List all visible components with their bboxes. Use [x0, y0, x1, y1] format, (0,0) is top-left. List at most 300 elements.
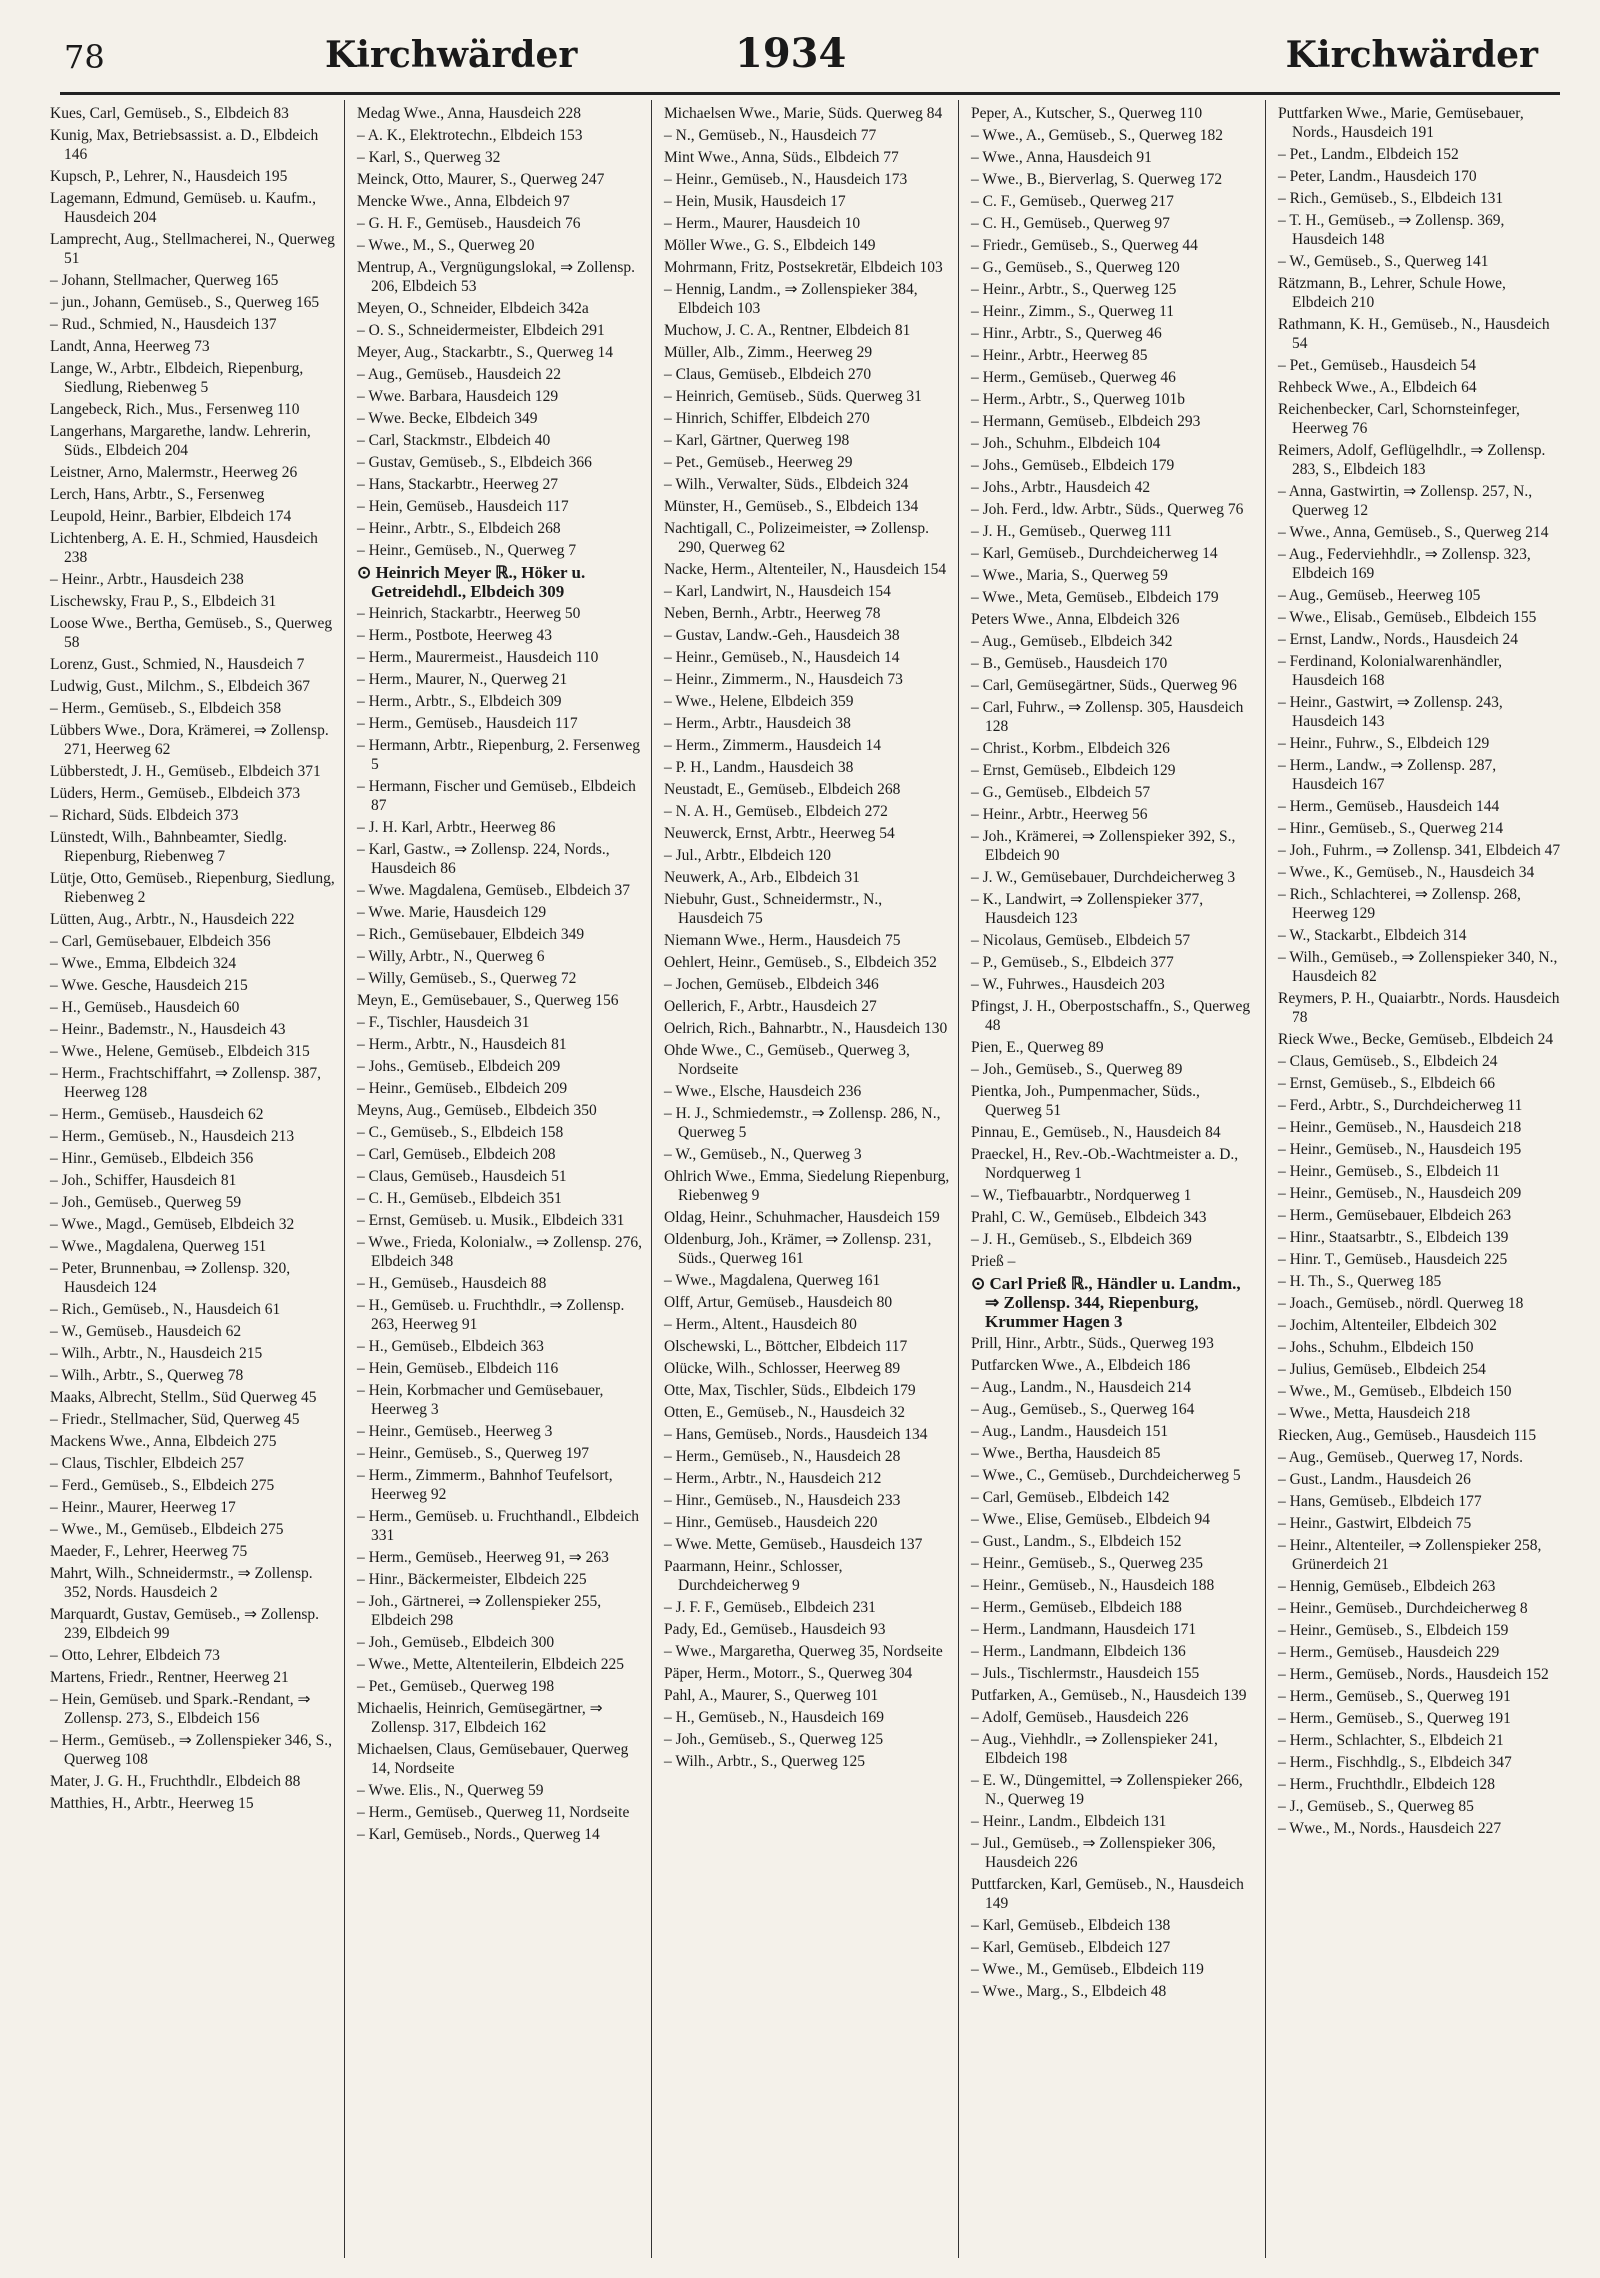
directory-entry: Puttfarken Wwe., Marie, Gemüsebauer, Nords., Hausdeich 191 [1278, 105, 1524, 141]
directory-entry: – J. H. Karl, Arbtr., Heerweg 86 [357, 819, 556, 836]
directory-entry: – Herm., Zimmerm., Hausdeich 14 [664, 737, 881, 754]
directory-entry: Müller, Alb., Zimm., Heerweg 29 [664, 344, 873, 361]
directory-entry: – Wwe., Helene, Gemüseb., Elbdeich 315 [50, 1043, 310, 1060]
directory-entry: – J. H., Gemüseb., Querweg 111 [971, 523, 1173, 540]
directory-entry: Landt, Anna, Heerweg 73 [50, 338, 210, 355]
directory-entry: Nacke, Herm., Altenteiler, N., Hausdeich 154 [664, 561, 947, 578]
directory-entry: – Heinr., Gemüseb., Durchdeicherweg 8 [1278, 1600, 1528, 1617]
directory-entry: – Otto, Lehrer, Elbdeich 73 [50, 1647, 220, 1664]
directory-entry: Oehlert, Heinr., Gemüseb., S., Elbdeich 352 [664, 954, 937, 971]
directory-entry: – Herm., Gemüseb., ⇒ Zollenspieker 346, S., Querweg 108 [50, 1732, 333, 1768]
directory-entry: – O. S., Schneidermeister, Elbdeich 291 [357, 322, 605, 339]
directory-entry: – Hinr., Staatsarbtr., S., Elbdeich 139 [1278, 1229, 1509, 1246]
directory-entry: Rehbeck Wwe., A., Elbdeich 64 [1278, 379, 1477, 396]
directory-entry: – Heinr., Arbtr., Hausdeich 238 [50, 571, 244, 588]
directory-entry: – Hinr., Bäckermeister, Elbdeich 225 [357, 1571, 587, 1588]
directory-entry: Medag Wwe., Anna, Hausdeich 228 [357, 105, 581, 122]
directory-entry: Meyns, Aug., Gemüseb., Elbdeich 350 [357, 1102, 597, 1119]
directory-entry: Riecken, Aug., Gemüseb., Hausdeich 115 [1278, 1427, 1537, 1444]
directory-entry: Lüders, Herm., Gemüseb., Elbdeich 373 [50, 785, 301, 802]
directory-entry: – H., Gemüseb., Hausdeich 60 [50, 999, 240, 1016]
directory-entry: – Heinr., Gemüseb., N., Querweg 7 [357, 542, 577, 559]
directory-entry: Münster, H., Gemüseb., S., Elbdeich 134 [664, 498, 919, 515]
directory-column-4 [958, 100, 1265, 2258]
directory-entry: – Wwe., A., Gemüseb., S., Querweg 182 [971, 127, 1223, 144]
directory-entry: – Nicolaus, Gemüseb., Elbdeich 57 [971, 932, 1191, 949]
directory-entry: – E. W., Düngemittel, ⇒ Zollenspieker 266, N., Querweg 19 [971, 1772, 1243, 1808]
directory-entry: – Herm., Landw., ⇒ Zollensp. 287, Hausdeich 167 [1278, 757, 1497, 793]
directory-entry: Rieck Wwe., Becke, Gemüseb., Elbdeich 24 [1278, 1031, 1554, 1048]
directory-entry: – Wwe., Anna, Hausdeich 91 [971, 149, 1152, 166]
directory-entry: – J. H., Gemüseb., S., Elbdeich 369 [971, 1231, 1192, 1248]
directory-entry: – Herm., Gemüseb., S., Elbdeich 358 [50, 700, 282, 717]
directory-entry: Oelrich, Rich., Bahnarbtr., N., Hausdeich 130 [664, 1020, 948, 1037]
directory-entry: Rätzmann, B., Lehrer, Schule Howe, Elbdeich 210 [1278, 275, 1506, 311]
directory-entry: – N. A. H., Gemüseb., Elbdeich 272 [664, 803, 888, 820]
right-running-title: Kirchwärder [1285, 34, 1538, 76]
directory-entry: Peters Wwe., Anna, Elbdeich 326 [971, 611, 1180, 628]
directory-entry: – Ernst, Gemüseb., S., Elbdeich 66 [1278, 1075, 1495, 1092]
directory-entry: Lütje, Otto, Gemüseb., Riepenburg, Siedlung, Riebenweg 2 [50, 870, 335, 906]
directory-entry: Leupold, Heinr., Barbier, Elbdeich 174 [50, 508, 292, 525]
directory-entry: – W., Gemüseb., Hausdeich 62 [50, 1323, 242, 1340]
directory-entry: – Herm., Arbtr., N., Hausdeich 81 [357, 1036, 567, 1053]
directory-entry: – Wwe., Maria, S., Querweg 59 [971, 567, 1168, 584]
directory-entry: – Wwe., Elise, Gemüseb., Elbdeich 94 [971, 1511, 1211, 1528]
directory-entry: – Hein, Musik, Hausdeich 17 [664, 193, 846, 210]
directory-entry: Pien, E., Querweg 89 [971, 1039, 1104, 1056]
directory-entry: – Richard, Süds. Elbdeich 373 [50, 807, 239, 824]
directory-entry: – Wwe., Meta, Gemüseb., Elbdeich 179 [971, 589, 1219, 606]
directory-entry: – W., Gemüseb., S., Querweg 141 [1278, 253, 1489, 270]
directory-entry: Michaelis, Heinrich, Gemüsegärtner, ⇒ Zollensp. 317, Elbdeich 162 [357, 1700, 603, 1736]
directory-entry: – Herm., Gemüseb., S., Querweg 191 [1278, 1688, 1511, 1705]
directory-entry: – Carl, Gemüseb., Elbdeich 142 [971, 1489, 1170, 1506]
directory-entry: Mahrt, Wilh., Schneidermstr., ⇒ Zollensp. 352, Nords. Hausdeich 2 [50, 1565, 313, 1601]
directory-entry: – G., Gemüseb., Elbdeich 57 [971, 784, 1151, 801]
directory-entry: Mentrup, A., Vergnügungslokal, ⇒ Zollensp. 206, Elbdeich 53 [357, 259, 636, 295]
directory-entry: – Herm., Gemüseb., Elbdeich 188 [971, 1599, 1182, 1616]
directory-entry: – Ferdinand, Kolonialwarenhändler, Hausdeich 168 [1278, 653, 1503, 689]
directory-entry: – Jochim, Altenteiler, Elbdeich 302 [1278, 1317, 1497, 1334]
directory-entry: – Wwe., M., Nords., Hausdeich 227 [1278, 1820, 1502, 1837]
directory-entry: – Willy, Gemüseb., S., Querweg 72 [357, 970, 577, 987]
directory-entry: – Karl, Gemüseb., Nords., Querweg 14 [357, 1826, 600, 1843]
directory-entry: – J. W., Gemüsebauer, Durchdeicherweg 3 [971, 869, 1236, 886]
directory-entry: – Heinr., Arbtr., Heerweg 56 [971, 806, 1148, 823]
directory-entry: – Herm., Gemüseb., Querweg 11, Nordseite [357, 1804, 630, 1821]
directory-entry: – Heinr., Gemüseb., S., Elbdeich 11 [1278, 1163, 1500, 1180]
directory-entry: – Wwe. Magdalena, Gemüseb., Elbdeich 37 [357, 882, 631, 899]
directory-entry: Muchow, J. C. A., Rentner, Elbdeich 81 [664, 322, 911, 339]
directory-entry: – Hein, Gemüseb., Elbdeich 116 [357, 1360, 559, 1377]
directory-entry: – Heinr., Gemüseb., N., Hausdeich 173 [664, 171, 908, 188]
directory-entry: Kupsch, P., Lehrer, N., Hausdeich 195 [50, 168, 288, 185]
directory-entry: – Hein, Korbmacher und Gemüsebauer, Heerweg 3 [357, 1382, 604, 1418]
directory-entry: – Johann, Stellmacher, Querweg 165 [50, 272, 279, 289]
directory-entry: – Wwe., Frieda, Kolonialw., ⇒ Zollensp. 276, Elbdeich 348 [357, 1234, 643, 1270]
directory-entry: – Friedr., Stellmacher, Süd, Querweg 45 [50, 1411, 300, 1428]
directory-entry: – H. Th., S., Querweg 185 [1278, 1273, 1442, 1290]
directory-entry: – Heinr., Gemüseb., N., Hausdeich 14 [664, 649, 900, 666]
directory-entry: – Aug., Landm., Hausdeich 151 [971, 1423, 1169, 1440]
directory-entry: – Jul., Gemüseb., ⇒ Zollenspieker 306, Hausdeich 226 [971, 1835, 1216, 1871]
directory-entry: – Gust., Landm., S., Elbdeich 152 [971, 1533, 1182, 1550]
directory-entry: Lerch, Hans, Arbtr., S., Fersenweg [50, 486, 265, 503]
directory-entry: – Wwe. Becke, Elbdeich 349 [357, 410, 538, 427]
directory-entry: – Heinr., Gemüseb., S., Querweg 197 [357, 1445, 590, 1462]
directory-entry: Putfarken, A., Gemüseb., N., Hausdeich 139 [971, 1687, 1247, 1704]
year-heading: 1934 [735, 30, 847, 77]
directory-entry: – Karl, Gärtner, Querweg 198 [664, 432, 850, 449]
directory-entry: Neben, Bernh., Arbtr., Heerweg 78 [664, 605, 881, 622]
directory-entry: Michaelsen Wwe., Marie, Süds. Querweg 84 [664, 105, 943, 122]
directory-entry: Lübberstedt, J. H., Gemüseb., Elbdeich 371 [50, 763, 321, 780]
directory-entry: – Karl, Landwirt, N., Hausdeich 154 [664, 583, 891, 600]
directory-entry: – Heinr., Gemüseb., N., Hausdeich 188 [971, 1577, 1215, 1594]
directory-entry: Reymers, P. H., Quaiarbtr., Nords. Hausdeich 78 [1278, 990, 1560, 1026]
directory-entry: – Wwe. Elis., N., Querweg 59 [357, 1782, 544, 1799]
directory-entry: – W., Stackarbt., Elbdeich 314 [1278, 927, 1467, 944]
directory-entry: – Herm., Gemüseb., Nords., Hausdeich 152 [1278, 1666, 1549, 1683]
directory-column-2 [344, 100, 651, 2258]
directory-entry: – jun., Johann, Gemüseb., S., Querweg 165 [50, 294, 320, 311]
directory-entry: – Claus, Gemüseb., Elbdeich 270 [664, 366, 872, 383]
directory-entry: Lorenz, Gust., Schmied, N., Hausdeich 7 [50, 656, 305, 673]
directory-entry: – Peter, Brunnenbau, ⇒ Zollensp. 320, Hausdeich 124 [50, 1260, 291, 1296]
directory-entry: – T. H., Gemüseb., ⇒ Zollensp. 369, Hausdeich 148 [1278, 212, 1505, 248]
directory-entry: – Joh., Gärtnerei, ⇒ Zollenspieker 255, Elbdeich 298 [357, 1593, 602, 1629]
directory-entry: – Herm., Landmann, Hausdeich 171 [971, 1621, 1197, 1638]
directory-entry: – Herm., Arbtr., S., Elbdeich 309 [357, 693, 562, 710]
directory-entry: – Heinr., Zimmerm., N., Hausdeich 73 [664, 671, 903, 688]
directory-entry: – Claus, Tischler, Elbdeich 257 [50, 1455, 244, 1472]
directory-entry: – Wwe., Magdalena, Querweg 151 [50, 1238, 267, 1255]
page-number: 78 [64, 38, 105, 76]
directory-entry: – Hinr., Gemüseb., Elbdeich 356 [50, 1150, 254, 1167]
directory-entry: – Pet., Gemüseb., Hausdeich 54 [1278, 357, 1477, 374]
directory-entry: – Hennig, Landm., ⇒ Zollenspieker 384, Elbdeich 103 [664, 281, 918, 317]
directory-entry: – Herm., Gemüseb. u. Fruchthandl., Elbdeich 331 [357, 1508, 639, 1544]
directory-entry: – Wwe., Margaretha, Querweg 35, Nordseite [664, 1643, 943, 1660]
directory-entry: – Herm., Gemüseb., S., Querweg 191 [1278, 1710, 1511, 1727]
directory-entry: – Hans, Stackarbtr., Heerweg 27 [357, 476, 559, 493]
directory-entry: – Hein, Gemüseb. und Spark.-Rendant, ⇒ Zollensp. 273, S., Elbdeich 156 [50, 1691, 311, 1727]
directory-entry: – Wwe., Mette, Altenteilerin, Elbdeich 225 [357, 1656, 625, 1673]
directory-entry: – Pet., Landm., Elbdeich 152 [1278, 146, 1459, 163]
directory-entry: – Herm., Gemüseb., Hausdeich 117 [357, 715, 578, 732]
directory-entry: – Heinr., Gemüseb., N., Hausdeich 195 [1278, 1141, 1522, 1158]
directory-entry: – Ernst, Gemüseb. u. Musik., Elbdeich 331 [357, 1212, 625, 1229]
directory-entry: – Pet., Gemüseb., Heerweg 29 [664, 454, 853, 471]
directory-entry: – Heinr., Gemüseb., Heerweg 3 [357, 1423, 553, 1440]
directory-entry: – Joh., Krämerei, ⇒ Zollenspieker 392, S., Elbdeich 90 [971, 828, 1236, 864]
directory-entry: Putfarcken Wwe., A., Elbdeich 186 [971, 1357, 1191, 1374]
directory-entry: – Herm., Gemüseb., Heerweg 91, ⇒ 263 [357, 1549, 609, 1566]
directory-entry: Lütten, Aug., Arbtr., N., Hausdeich 222 [50, 911, 295, 928]
directory-entry: Olücke, Wilh., Schlosser, Heerweg 89 [664, 1360, 901, 1377]
directory-entry: – Wwe., Bertha, Hausdeich 85 [971, 1445, 1161, 1462]
directory-entry: – W., Gemüseb., N., Querweg 3 [664, 1146, 862, 1163]
directory-entry: Otte, Max, Tischler, Süds., Elbdeich 179 [664, 1382, 916, 1399]
directory-entry: – J., Gemüseb., S., Querweg 85 [1278, 1798, 1474, 1815]
directory-entry: Meinck, Otto, Maurer, S., Querweg 247 [357, 171, 605, 188]
directory-entry: Lünstedt, Wilh., Bahnbeamter, Siedlg. Riepenburg, Riebenweg 7 [50, 829, 287, 865]
directory-entry: – Hinr., Gemüseb., S., Querweg 214 [1278, 820, 1504, 837]
directory-entry: Pientka, Joh., Pumpenmacher, Süds., Querweg 51 [971, 1083, 1200, 1119]
directory-entry: – Wwe., C., Gemüseb., Durchdeicherweg 5 [971, 1467, 1241, 1484]
directory-entry: – Wwe., Anna, Gemüseb., S., Querweg 214 [1278, 524, 1549, 541]
directory-entry: – Aug., Landm., N., Hausdeich 214 [971, 1379, 1191, 1396]
directory-entry: – Johs., Gemüseb., Elbdeich 209 [357, 1058, 561, 1075]
directory-entry: – Herm., Landmann, Elbdeich 136 [971, 1643, 1186, 1660]
directory-entry: – P. H., Landm., Hausdeich 38 [664, 759, 854, 776]
directory-entry: – Johs., Schuhm., Elbdeich 150 [1278, 1339, 1474, 1356]
directory-entry: – Hinr., Arbtr., S., Querweg 46 [971, 325, 1162, 342]
directory-entry: – W., Tiefbauarbtr., Nordquerweg 1 [971, 1187, 1192, 1204]
directory-entry: – P., Gemüseb., S., Elbdeich 377 [971, 954, 1174, 971]
directory-entry: – H., Gemüseb., Hausdeich 88 [357, 1275, 547, 1292]
directory-entry: – Heinr., Gemüseb., S., Querweg 235 [971, 1555, 1204, 1572]
directory-entry: Peper, A., Kutscher, S., Querweg 110 [971, 105, 1203, 122]
directory-entry: – Heinr., Arbtr., S., Elbdeich 268 [357, 520, 561, 537]
directory-entry: – Herm., Gemüseb., N., Hausdeich 28 [664, 1448, 901, 1465]
directory-entry: – Heinrich, Gemüseb., Süds. Querweg 31 [664, 388, 922, 405]
directory-entry: – Wwe., M., Gemüseb., Elbdeich 119 [971, 1961, 1204, 1978]
directory-entry: Meyer, Aug., Stackarbtr., S., Querweg 14 [357, 344, 613, 361]
directory-entry: – H., Gemüseb., Elbdeich 363 [357, 1338, 544, 1355]
directory-entry: Oldenburg, Joh., Krämer, ⇒ Zollensp. 231, Süds., Querweg 161 [664, 1231, 932, 1267]
directory-entry: – C. F., Gemüseb., Querweg 217 [971, 193, 1174, 210]
directory-entry: – Aug., Federviehhdlr., ⇒ Zollensp. 323, Elbdeich 169 [1278, 546, 1531, 582]
directory-entry: – H., Gemüseb. u. Fruchthdlr., ⇒ Zollensp. 263, Heerweg 91 [357, 1297, 625, 1333]
directory-entry: – Wwe., M., Gemüseb., Elbdeich 275 [50, 1521, 284, 1538]
directory-entry: – Joh., Gemüseb., S., Querweg 125 [664, 1731, 884, 1748]
directory-entry: – Joh., Fuhrm., ⇒ Zollensp. 341, Elbdeich 47 [1278, 842, 1561, 859]
directory-entry: – Wwe., Elisab., Gemüseb., Elbdeich 155 [1278, 609, 1537, 626]
directory-entry: Niemann Wwe., Herm., Hausdeich 75 [664, 932, 901, 949]
directory-entry: – Wilh., Gemüseb., ⇒ Zollenspieker 340, N., Hausdeich 82 [1278, 949, 1558, 985]
directory-entry: – H., Gemüseb., N., Hausdeich 169 [664, 1709, 884, 1726]
directory-entry: – Herm., Schlachter, S., Elbdeich 21 [1278, 1732, 1504, 1749]
directory-entry: – Heinr., Arbtr., Heerweg 85 [971, 347, 1148, 364]
directory-entry: – Rich., Schlachterei, ⇒ Zollensp. 268, Heerweg 129 [1278, 886, 1521, 922]
directory-entry: – Joh., Gemüseb., Elbdeich 300 [357, 1634, 555, 1651]
directory-entry: – Carl, Stackmstr., Elbdeich 40 [357, 432, 551, 449]
directory-entry: – Wwe., Emma, Elbdeich 324 [50, 955, 237, 972]
directory-entry: Neuwerck, Ernst, Arbtr., Heerweg 54 [664, 825, 895, 842]
directory-entry: – Herm., Gemüsebauer, Elbdeich 263 [1278, 1207, 1512, 1224]
directory-entry: Langebeck, Rich., Mus., Fersenweg 110 [50, 401, 300, 418]
directory-entry: Kues, Carl, Gemüseb., S., Elbdeich 83 [50, 105, 289, 122]
directory-entry: – Herm., Frachtschiffahrt, ⇒ Zollensp. 387, Heerweg 128 [50, 1065, 321, 1101]
directory-entry: – Carl, Gemüsebauer, Elbdeich 356 [50, 933, 271, 950]
directory-entry: – Juls., Tischlermstr., Hausdeich 155 [971, 1665, 1200, 1682]
directory-entry: – C. H., Gemüseb., Querweg 97 [971, 215, 1170, 232]
directory-entry: – Anna, Gastwirtin, ⇒ Zollensp. 257, N., Querweg 12 [1278, 483, 1533, 519]
directory-entry: – Wwe., B., Bierverlag, S. Querweg 172 [971, 171, 1223, 188]
directory-entry: – Heinr., Gemüseb., Elbdeich 209 [357, 1080, 568, 1097]
directory-entry: – Wwe. Barbara, Hausdeich 129 [357, 388, 559, 405]
directory-entry: Olff, Artur, Gemüseb., Hausdeich 80 [664, 1294, 893, 1311]
directory-entry: – Hinrich, Schiffer, Elbdeich 270 [664, 410, 870, 427]
directory-entry: – Gustav, Gemüseb., S., Elbdeich 366 [357, 454, 592, 471]
directory-entry: – Wwe., Metta, Hausdeich 218 [1278, 1405, 1471, 1422]
directory-entry: – Wwe. Mette, Gemüseb., Hausdeich 137 [664, 1536, 923, 1553]
directory-entry: – Heinr., Gemüseb., N., Hausdeich 209 [1278, 1185, 1522, 1202]
directory-entry: Prahl, C. W., Gemüseb., Elbdeich 343 [971, 1209, 1207, 1226]
directory-entry: – Ferd., Gemüseb., S., Elbdeich 275 [50, 1477, 275, 1494]
directory-entry: Lübbers Wwe., Dora, Krämerei, ⇒ Zollensp. 271, Heerweg 62 [50, 722, 329, 758]
directory-entry: – Heinr., Maurer, Heerweg 17 [50, 1499, 236, 1516]
directory-entry: Ludwig, Gust., Milchm., S., Elbdeich 367 [50, 678, 311, 695]
directory-entry: – Wilh., Arbtr., S., Querweg 125 [664, 1753, 866, 1770]
directory-entry: – Johs., Arbtr., Hausdeich 42 [971, 479, 1151, 496]
directory-entry: – Wilh., Arbtr., S., Querweg 78 [50, 1367, 244, 1384]
directory-entry: – Rich., Gemüseb., N., Hausdeich 61 [50, 1301, 281, 1318]
directory-entry: Mint Wwe., Anna, Süds., Elbdeich 77 [664, 149, 899, 166]
directory-entry: – Aug., Gemüseb., S., Querweg 164 [971, 1401, 1195, 1418]
directory-entry: – Jochen, Gemüseb., Elbdeich 346 [664, 976, 879, 993]
directory-entry: – Joach., Gemüseb., nördl. Querweg 18 [1278, 1295, 1524, 1312]
directory-entry: – Aug., Gemüseb., Elbdeich 342 [971, 633, 1173, 650]
directory-entry: – Hinr., Gemüseb., Hausdeich 220 [664, 1514, 878, 1531]
directory-entry: Marquardt, Gustav, Gemüseb., ⇒ Zollensp. 239, Elbdeich 99 [50, 1606, 319, 1642]
directory-entry: – Heinr., Bademstr., N., Hausdeich 43 [50, 1021, 286, 1038]
directory-entry: – K., Landwirt, ⇒ Zollenspieker 377, Hausdeich 123 [971, 891, 1204, 927]
directory-entry: Nachtigall, C., Polizeimeister, ⇒ Zollensp. 290, Querweg 62 [664, 520, 930, 556]
directory-entry: Prieß – [971, 1253, 1016, 1270]
directory-entry: Otten, E., Gemüseb., N., Hausdeich 32 [664, 1404, 906, 1421]
directory-entry: Reimers, Adolf, Geflügelhdlr., ⇒ Zollensp. 283, S., Elbdeich 183 [1278, 442, 1546, 478]
directory-entry: ⊙ Heinrich Meyer ℝ., Höker u. Getreidehdl., Elbdeich 309 [357, 563, 586, 601]
directory-entry: Mencke Wwe., Anna, Elbdeich 97 [357, 193, 570, 210]
directory-entry: Oellerich, F., Arbtr., Hausdeich 27 [664, 998, 877, 1015]
directory-entry: – Herm., Maurermeist., Hausdeich 110 [357, 649, 599, 666]
directory-entry: Lagemann, Edmund, Gemüseb. u. Kaufm., Hausdeich 204 [50, 190, 317, 226]
directory-entry: – Herm., Maurer, Hausdeich 10 [664, 215, 861, 232]
directory-entry: Prill, Hinr., Arbtr., Süds., Querweg 193 [971, 1335, 1214, 1352]
page-header [40, 28, 1560, 88]
directory-entry: Puttfarcken, Karl, Gemüseb., N., Hausdeich 149 [971, 1876, 1244, 1912]
directory-entry: Mohrmann, Fritz, Postsekretär, Elbdeich 103 [664, 259, 943, 276]
directory-entry: Michaelsen, Claus, Gemüsebauer, Querweg 14, Nordseite [357, 1741, 629, 1777]
directory-entry: Reichenbecker, Carl, Schornsteinfeger, Heerweg 76 [1278, 401, 1520, 437]
directory-entry: – Wwe., K., Gemüseb., N., Hausdeich 34 [1278, 864, 1535, 881]
directory-entry: – Aug., Gemüseb., Hausdeich 22 [357, 366, 562, 383]
directory-entry: – Christ., Korbm., Elbdeich 326 [971, 740, 1170, 757]
directory-entry: Rathmann, K. H., Gemüseb., N., Hausdeich 54 [1278, 316, 1550, 352]
directory-entry: – Herm., Postbote, Heerweg 43 [357, 627, 552, 644]
directory-entry: – Ernst, Gemüseb., Elbdeich 129 [971, 762, 1176, 779]
directory-entry: – Herm., Gemüseb., Querweg 46 [971, 369, 1176, 386]
directory-entry: – Wwe., M., Gemüseb., Elbdeich 150 [1278, 1383, 1512, 1400]
directory-entry: Maeder, F., Lehrer, Heerweg 75 [50, 1543, 248, 1560]
directory-entry: Loose Wwe., Bertha, Gemüseb., S., Querweg 58 [50, 615, 333, 651]
directory-entry: – Wilh., Verwalter, Süds., Elbdeich 324 [664, 476, 909, 493]
directory-entry: Pady, Ed., Gemüseb., Hausdeich 93 [664, 1621, 886, 1638]
directory-entry: – Wwe., M., S., Querweg 20 [357, 237, 535, 254]
directory-entry: Ohde Wwe., C., Gemüseb., Querweg 3, Nordseite [664, 1042, 910, 1078]
directory-entry: Pfingst, J. H., Oberpostschaffn., S., Querweg 48 [971, 998, 1251, 1034]
directory-entry: Leistner, Arno, Malermstr., Heerweg 26 [50, 464, 298, 481]
directory-entry: – Hein, Gemüseb., Hausdeich 117 [357, 498, 569, 515]
directory-entry: – Joh., Schiffer, Hausdeich 81 [50, 1172, 237, 1189]
directory-entry: Maaks, Albrecht, Stellm., Süd Querweg 45 [50, 1389, 317, 1406]
directory-entry: – Hans, Gemüseb., Nords., Hausdeich 134 [664, 1426, 928, 1443]
directory-entry: – F., Tischler, Hausdeich 31 [357, 1014, 530, 1031]
directory-entry: – Herm., Maurer, N., Querweg 21 [357, 671, 568, 688]
directory-entry: – Friedr., Gemüseb., S., Querweg 44 [971, 237, 1198, 254]
directory-entry: – Karl, S., Querweg 32 [357, 149, 501, 166]
directory-entry: – Joh., Gemüseb., S., Querweg 89 [971, 1061, 1183, 1078]
directory-entry: Lange, W., Arbtr., Elbdeich, Riepenburg, Siedlung, Riebenweg 5 [50, 360, 304, 396]
directory-entry: Meyn, E., Gemüsebauer, S., Querweg 156 [357, 992, 619, 1009]
directory-entry: – Wwe., Elsche, Hausdeich 236 [664, 1083, 862, 1100]
directory-entry: Mater, J. G. H., Fruchthdlr., Elbdeich 88 [50, 1773, 301, 1790]
directory-entry: Martens, Friedr., Rentner, Heerweg 21 [50, 1669, 289, 1686]
directory-entry: – Gustav, Landw.-Geh., Hausdeich 38 [664, 627, 900, 644]
directory-entry: – Karl, Gastw., ⇒ Zollensp. 224, Nords., Hausdeich 86 [357, 841, 610, 877]
directory-entry: – Wwe., Marg., S., Elbdeich 48 [971, 1983, 1167, 2000]
directory-entry: – Hennig, Gemüseb., Elbdeich 263 [1278, 1578, 1496, 1595]
directory-entry: – Carl, Gemüseb., Elbdeich 208 [357, 1146, 556, 1163]
directory-entry: – Joh., Schuhm., Elbdeich 104 [971, 435, 1161, 452]
directory-entry: – Heinr., Altenteiler, ⇒ Zollenspieker 258, Grünerdeich 21 [1278, 1537, 1542, 1573]
directory-entry: – Herm., Fruchthdlr., Elbdeich 128 [1278, 1776, 1495, 1793]
directory-entry: – Heinrich, Stackarbtr., Heerweg 50 [357, 605, 581, 622]
directory-entry: – Herm., Arbtr., Hausdeich 38 [664, 715, 851, 732]
directory-entry: – Karl, Gemüseb., Elbdeich 127 [971, 1939, 1171, 1956]
directory-entry: – Willy, Arbtr., N., Querweg 6 [357, 948, 545, 965]
left-running-title: Kirchwärder [325, 34, 578, 76]
directory-entry: Lischewsky, Frau P., S., Elbdeich 31 [50, 593, 277, 610]
directory-entry: – Herm., Altent., Hausdeich 80 [664, 1316, 857, 1333]
directory-entry: – Heinr., Fuhrw., S., Elbdeich 129 [1278, 735, 1490, 752]
directory-entry: Pahl, A., Maurer, S., Querweg 101 [664, 1687, 879, 1704]
directory-entry: – C. H., Gemüseb., Elbdeich 351 [357, 1190, 562, 1207]
directory-entry: Pinnau, E., Gemüseb., N., Hausdeich 84 [971, 1124, 1221, 1141]
directory-entry: – Heinr., Gemüseb., S., Elbdeich 159 [1278, 1622, 1509, 1639]
directory-entry: – W., Fuhrwes., Hausdeich 203 [971, 976, 1165, 993]
directory-column-5 [1265, 100, 1572, 2258]
directory-entry: – Ferd., Arbtr., S., Durchdeicherweg 11 [1278, 1097, 1523, 1114]
directory-entry: – Wwe., Magd., Gemüseb, Elbdeich 32 [50, 1216, 295, 1233]
directory-entry: Lamprecht, Aug., Stellmacherei, N., Querweg 51 [50, 231, 335, 267]
directory-entry: – Carl, Gemüsegärtner, Süds., Querweg 96 [971, 677, 1237, 694]
directory-entry: – Claus, Gemüseb., S., Elbdeich 24 [1278, 1053, 1498, 1070]
directory-entry: – Adolf, Gemüseb., Hausdeich 226 [971, 1709, 1189, 1726]
directory-entry: – Aug., Gemüseb., Heerweg 105 [1278, 587, 1481, 604]
directory-entry: Langerhans, Margarethe, landw. Lehrerin, Süds., Elbdeich 204 [50, 423, 311, 459]
directory-entry: – Johs., Gemüseb., Elbdeich 179 [971, 457, 1175, 474]
directory-entry: – Karl, Gemüseb., Elbdeich 138 [971, 1917, 1171, 1934]
directory-entry: – Karl, Gemüseb., Durchdeicherweg 14 [971, 545, 1218, 562]
directory-entry: – Herm., Gemüseb., Hausdeich 62 [50, 1106, 264, 1123]
directory-entry: – Heinr., Arbtr., S., Querweg 125 [971, 281, 1177, 298]
directory-entry: – Herm., Arbtr., S., Querweg 101b [971, 391, 1185, 408]
directory-entry: Lichtenberg, A. E. H., Schmied, Hausdeich 238 [50, 530, 318, 566]
directory-entry: – Herm., Gemüseb., N., Hausdeich 213 [50, 1128, 295, 1145]
directory-entry: Niebuhr, Gust., Schneidermstr., N., Hausdeich 75 [664, 891, 883, 927]
directory-entry: – Hinr. T., Gemüseb., Hausdeich 225 [1278, 1251, 1508, 1268]
directory-entry: – B., Gemüseb., Hausdeich 170 [971, 655, 1168, 672]
directory-entry: – Herm., Zimmerm., Bahnhof Teufelsort, Heerweg 92 [357, 1467, 613, 1503]
directory-entry: – Claus, Gemüseb., Hausdeich 51 [357, 1168, 567, 1185]
directory-columns [38, 100, 1572, 2258]
directory-entry: Päper, Herm., Motorr., S., Querweg 304 [664, 1665, 913, 1682]
directory-entry: – Rich., Gemüseb., S., Elbdeich 131 [1278, 190, 1504, 207]
